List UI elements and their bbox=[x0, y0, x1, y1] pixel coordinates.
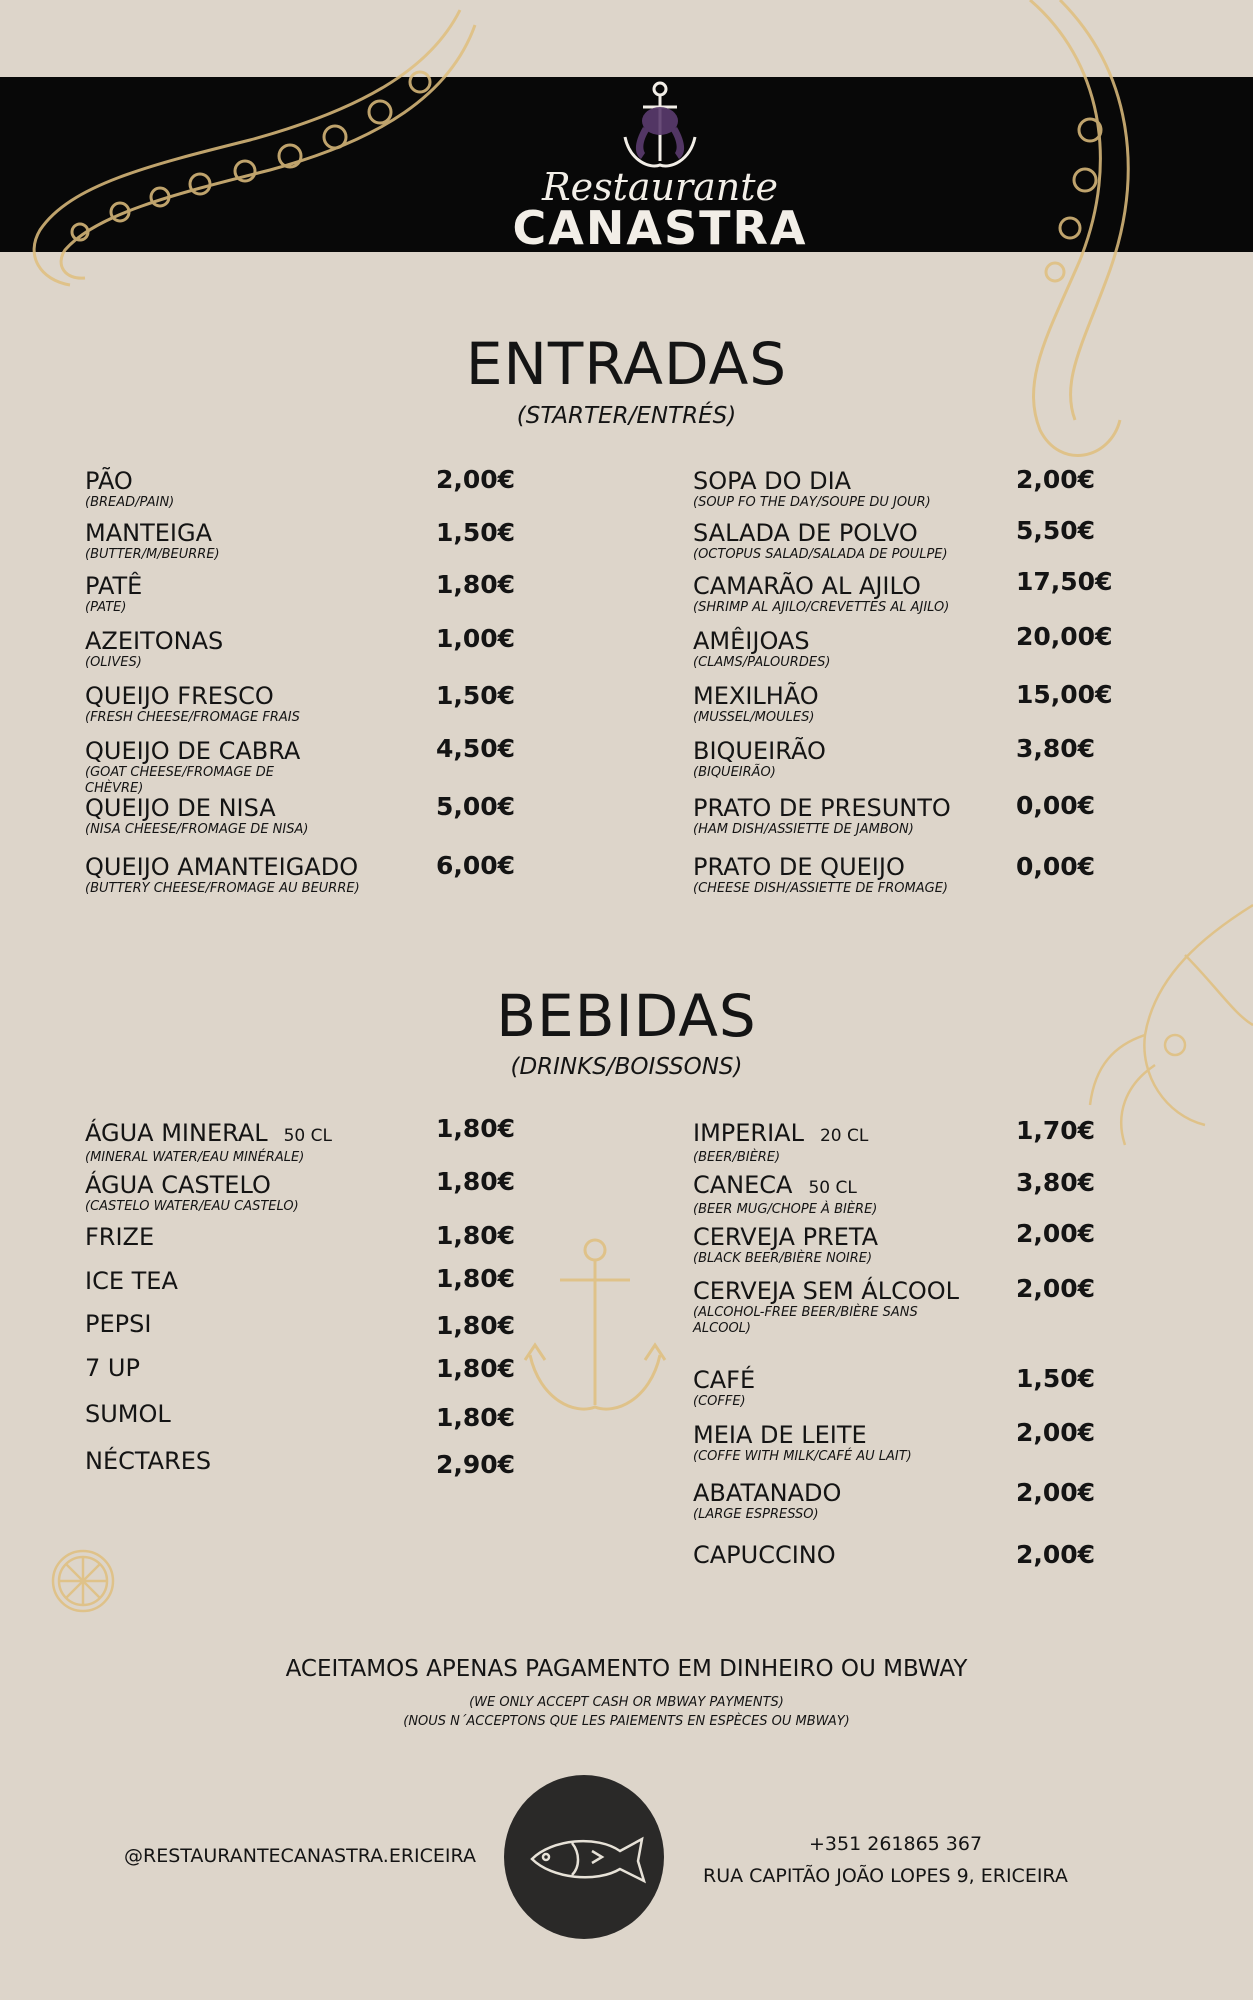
item-price: 3,80€ bbox=[1016, 734, 1096, 763]
item-price: 2,00€ bbox=[1016, 465, 1096, 494]
item-price: 6,00€ bbox=[436, 851, 516, 880]
item-name: PATÊ bbox=[85, 572, 143, 600]
item-desc: (SHRIMP AL AJILO/CREVETTES AL AJILO) bbox=[693, 600, 950, 615]
item-name: MEIA DE LEITE bbox=[693, 1421, 867, 1449]
menu-item bbox=[85, 1447, 211, 1475]
section-title-bebidas: BEBIDAS bbox=[496, 982, 757, 1050]
item-name bbox=[693, 1119, 868, 1150]
instagram-handle[interactable]: @RESTAURANTECANASTRA.ERICEIRA bbox=[124, 1845, 476, 1867]
menu-item bbox=[693, 1223, 878, 1267]
menu-item bbox=[85, 853, 360, 897]
item-price: 1,80€ bbox=[436, 1264, 516, 1293]
menu-item bbox=[85, 1223, 154, 1251]
item-name: CERVEJA PRETA bbox=[693, 1223, 879, 1251]
item-price: 17,50€ bbox=[1016, 567, 1113, 596]
item-price: 3,80€ bbox=[1016, 1168, 1096, 1197]
menu-item bbox=[85, 682, 300, 726]
menu-item bbox=[85, 1119, 332, 1166]
item-desc: (BEER/BIÈRE) bbox=[693, 1150, 781, 1165]
item-price: 1,80€ bbox=[436, 1221, 516, 1250]
item-name: ÁGUA CASTELO bbox=[85, 1171, 271, 1199]
item-desc: (BUTTER/M/BEURRE) bbox=[85, 547, 220, 562]
item-name: PRATO DE PRESUNTO bbox=[693, 794, 951, 822]
menu-item bbox=[85, 737, 315, 797]
item-price: 1,50€ bbox=[1016, 1364, 1096, 1393]
item-desc: (OCTOPUS SALAD/SALADA DE POULPE) bbox=[693, 547, 948, 562]
item-price: 2,00€ bbox=[436, 465, 516, 494]
menu-item bbox=[85, 627, 223, 671]
item-name-text: IMPERIAL bbox=[693, 1119, 804, 1147]
item-name: QUEIJO FRESCO bbox=[85, 682, 274, 710]
menu-item bbox=[693, 682, 819, 726]
item-name-text: ÁGUA MINERAL bbox=[85, 1119, 268, 1147]
item-name: AMÊIJOAS bbox=[693, 627, 810, 655]
item-price: 5,50€ bbox=[1016, 516, 1096, 545]
menu-item bbox=[693, 794, 951, 838]
item-desc: (CHEESE DISH/ASSIETTE DE FROMAGE) bbox=[693, 881, 948, 896]
item-size: 50 CL bbox=[283, 1126, 332, 1146]
item-name: QUEIJO DE NISA bbox=[85, 794, 276, 822]
item-desc: (MINERAL WATER/EAU MINÉRALE) bbox=[85, 1150, 305, 1165]
payment-notice-fr: (NOUS N´ACCEPTONS QUE LES PAIEMENTS EN ESPÈCES OU MBWAY) bbox=[403, 1714, 850, 1729]
menu-item bbox=[85, 1354, 140, 1382]
item-name: CERVEJA SEM ÁLCOOL bbox=[693, 1277, 960, 1305]
item-name: PRATO DE QUEIJO bbox=[693, 853, 905, 881]
item-name: PEPSI bbox=[85, 1310, 152, 1338]
item-name: QUEIJO AMANTEIGADO bbox=[85, 853, 359, 881]
menu-item bbox=[85, 519, 220, 563]
item-name: ICE TEA bbox=[85, 1267, 178, 1295]
item-name: MEXILHÃO bbox=[693, 682, 819, 710]
item-desc: (SOUP FO THE DAY/SOUPE DU JOUR) bbox=[693, 495, 931, 510]
item-name: QUEIJO DE CABRA bbox=[85, 737, 301, 765]
item-price: 1,80€ bbox=[436, 1114, 516, 1143]
item-price: 1,80€ bbox=[436, 1403, 516, 1432]
phone-number[interactable]: +351 261865 367 bbox=[809, 1833, 983, 1855]
item-name bbox=[693, 1171, 877, 1202]
item-price: 2,00€ bbox=[1016, 1478, 1096, 1507]
item-desc: (HAM DISH/ASSIETTE DE JAMBON) bbox=[693, 822, 914, 837]
item-price: 1,70€ bbox=[1016, 1116, 1096, 1145]
item-desc: (BLACK BEER/BIÈRE NOIRE) bbox=[693, 1251, 873, 1266]
fish-icon bbox=[502, 1773, 666, 1941]
section-title-entradas: ENTRADAS bbox=[465, 330, 788, 398]
item-desc: (NISA CHEESE/FROMAGE DE NISA) bbox=[85, 822, 309, 837]
item-price: 2,90€ bbox=[436, 1450, 516, 1479]
item-desc: (BIQUEIRÃO) bbox=[693, 765, 776, 780]
anchor-logo-icon bbox=[615, 79, 705, 171]
item-price: 2,00€ bbox=[1016, 1418, 1096, 1447]
section-subtitle-bebidas: (DRINKS/BOISSONS) bbox=[510, 1054, 743, 1080]
item-name: CAFÉ bbox=[693, 1366, 756, 1394]
menu-item bbox=[693, 853, 948, 897]
menu-item bbox=[693, 1366, 755, 1410]
item-price: 5,00€ bbox=[436, 792, 516, 821]
item-price: 1,50€ bbox=[436, 681, 516, 710]
item-name: CAPUCCINO bbox=[693, 1541, 836, 1569]
item-size: 50 CL bbox=[808, 1178, 857, 1198]
restaurant-logo bbox=[505, 77, 815, 255]
item-price: 2,00€ bbox=[1016, 1540, 1096, 1569]
menu-item bbox=[85, 1310, 151, 1338]
item-name: FRIZE bbox=[85, 1223, 155, 1251]
menu-item bbox=[693, 1171, 877, 1218]
item-name: BIQUEIRÃO bbox=[693, 737, 826, 765]
item-desc: (BEER MUG/CHOPE À BIÈRE) bbox=[693, 1202, 878, 1217]
item-name: SOPA DO DIA bbox=[693, 467, 852, 495]
menu-item bbox=[85, 572, 142, 616]
menu-item bbox=[693, 1119, 868, 1166]
menu-item bbox=[693, 572, 949, 616]
item-price: 15,00€ bbox=[1016, 680, 1113, 709]
item-price: 4,50€ bbox=[436, 734, 516, 763]
item-price: 20,00€ bbox=[1016, 622, 1113, 651]
item-desc: (GOAT CHEESE/FROMAGE DE CHÈVRE) bbox=[85, 765, 275, 796]
item-name-text: CANECA bbox=[693, 1171, 793, 1199]
item-price: 0,00€ bbox=[1016, 852, 1096, 881]
item-name: ABATANADO bbox=[693, 1479, 842, 1507]
item-price: 1,80€ bbox=[436, 570, 516, 599]
menu-item bbox=[85, 1171, 299, 1215]
item-desc: (CASTELO WATER/EAU CASTELO) bbox=[85, 1199, 299, 1214]
menu-item bbox=[85, 794, 308, 838]
item-size: 20 CL bbox=[819, 1126, 869, 1146]
menu-item bbox=[85, 1267, 178, 1295]
payment-notice-en: (WE ONLY ACCEPT CASH OR MBWAY PAYMENTS) bbox=[469, 1695, 784, 1710]
menu-item bbox=[693, 519, 948, 563]
item-price: 1,80€ bbox=[436, 1167, 516, 1196]
item-desc: (OLIVES) bbox=[85, 655, 142, 670]
item-name: CAMARÃO AL AJILO bbox=[693, 572, 921, 600]
menu-item bbox=[693, 627, 830, 671]
item-price: 2,00€ bbox=[1016, 1274, 1096, 1303]
menu-item bbox=[693, 1541, 836, 1569]
item-price: 2,00€ bbox=[1016, 1219, 1096, 1248]
item-desc: (FRESH CHEESE/FROMAGE FRAIS bbox=[85, 710, 300, 725]
item-desc: (ALCOHOL-FREE BEER/BIÈRE SANS ALCOOL) bbox=[693, 1305, 918, 1336]
logo-script-text: Restaurante bbox=[541, 165, 779, 209]
item-desc: (COFFE) bbox=[693, 1394, 746, 1409]
item-desc: (BUTTERY CHEESE/FROMAGE AU BEURRE) bbox=[85, 881, 360, 896]
payment-notice: ACEITAMOS APENAS PAGAMENTO EM DINHEIRO OU MBWAY bbox=[285, 1656, 968, 1682]
item-price: 1,80€ bbox=[436, 1354, 516, 1383]
section-subtitle-entradas: (STARTER/ENTRÉS) bbox=[516, 403, 737, 429]
menu-item bbox=[693, 1277, 959, 1337]
item-desc: (CLAMS/PALOURDES) bbox=[693, 655, 831, 670]
item-price: 1,80€ bbox=[436, 1311, 516, 1340]
item-price: 1,50€ bbox=[436, 518, 516, 547]
menu-item bbox=[693, 737, 826, 781]
item-name: AZEITONAS bbox=[85, 627, 224, 655]
item-desc: (BREAD/PAIN) bbox=[85, 495, 175, 510]
item-price: 1,00€ bbox=[436, 624, 516, 653]
item-price: 0,00€ bbox=[1016, 791, 1096, 820]
item-name: NÉCTARES bbox=[85, 1447, 212, 1475]
item-name: SALADA DE POLVO bbox=[693, 519, 918, 547]
item-name bbox=[85, 1119, 332, 1150]
menu-item bbox=[85, 1400, 171, 1428]
item-name: 7 UP bbox=[85, 1354, 140, 1382]
menu-item bbox=[693, 467, 931, 511]
item-name: PÃO bbox=[85, 467, 133, 495]
item-name: SUMOL bbox=[85, 1400, 171, 1428]
item-desc: (PATE) bbox=[85, 600, 127, 615]
item-desc: (MUSSEL/MOULES) bbox=[693, 710, 815, 725]
anchor-illustration bbox=[520, 1235, 670, 1425]
item-name: MANTEIGA bbox=[85, 519, 212, 547]
menu-item bbox=[85, 467, 174, 511]
menu-item bbox=[693, 1421, 912, 1465]
item-desc: (COFFE WITH MILK/CAFÉ AU LAIT) bbox=[693, 1449, 912, 1464]
logo-name-text: CANASTRA bbox=[512, 201, 808, 255]
lemon-slice-illustration bbox=[50, 1548, 116, 1614]
menu-item bbox=[693, 1479, 841, 1523]
item-desc: (LARGE ESPRESSO) bbox=[693, 1507, 819, 1522]
address: RUA CAPITÃO JOÃO LOPES 9, ERICEIRA bbox=[703, 1865, 1068, 1887]
